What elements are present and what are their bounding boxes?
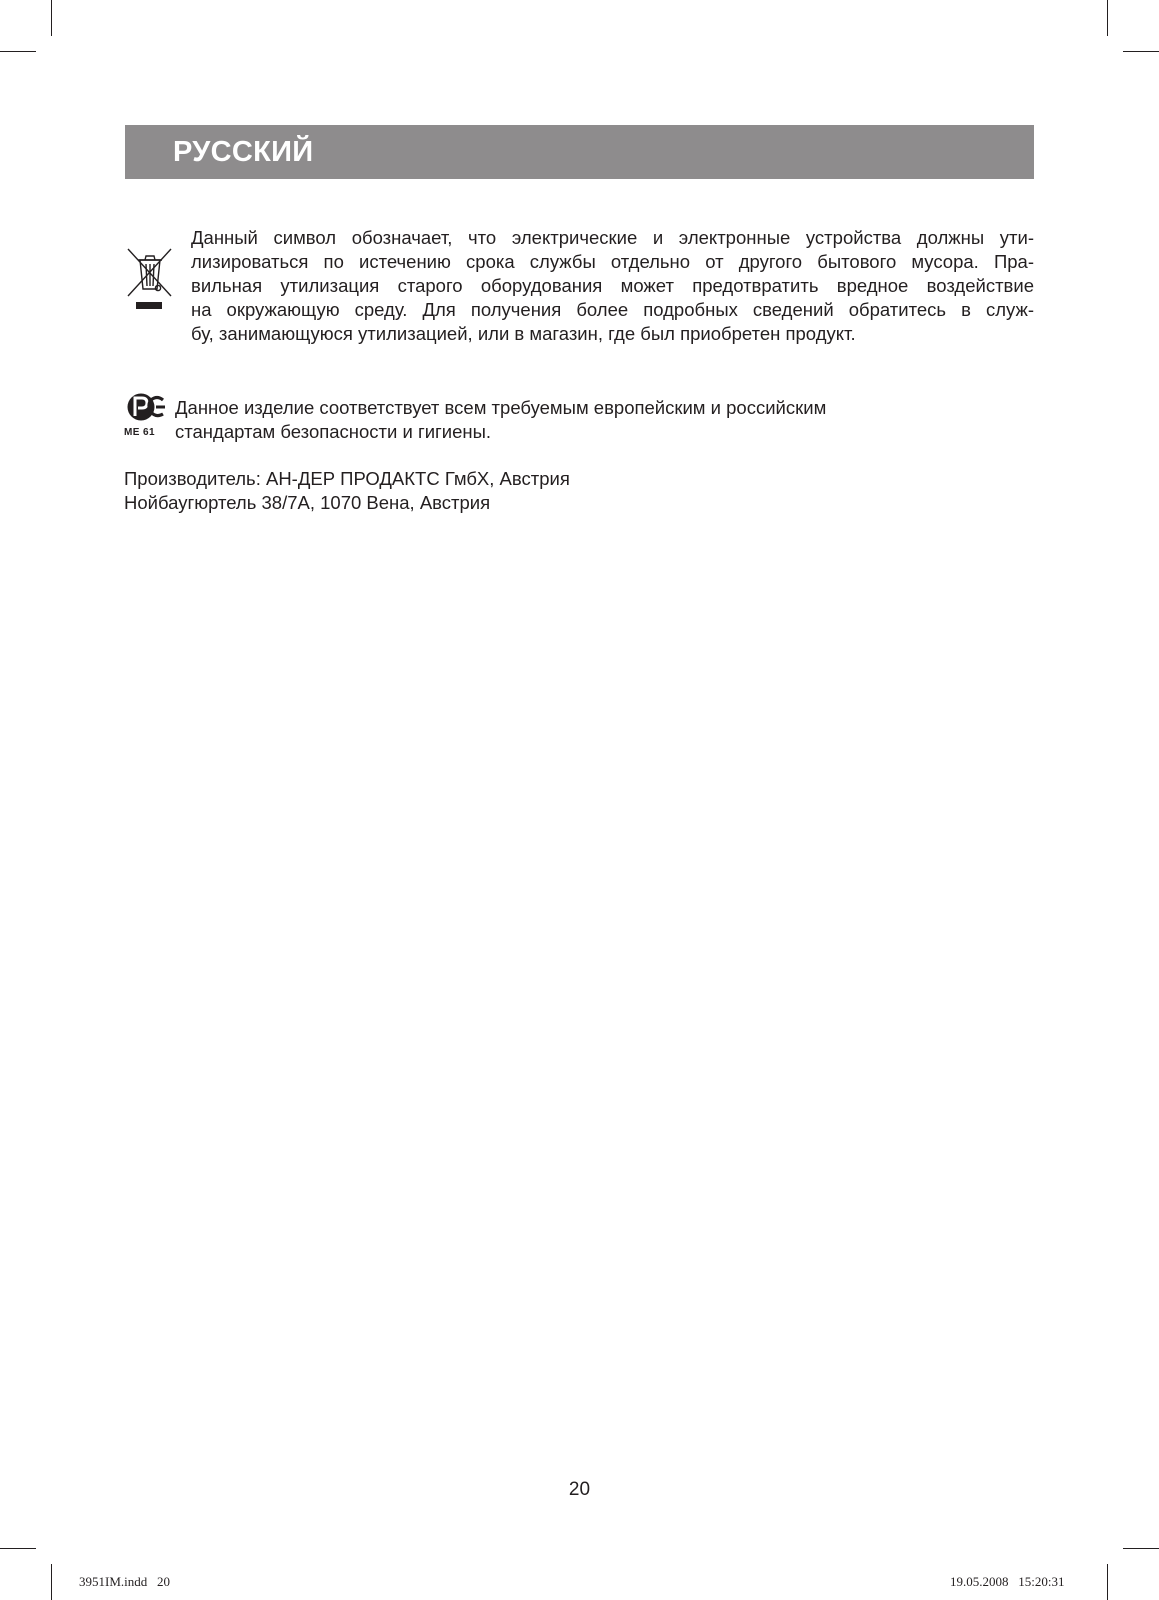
certification-notice <box>175 396 935 444</box>
text-line: лизироваться по истечению срока службы отдельно от другого бытового мусора. Пра- <box>191 251 1034 272</box>
text-line: вильная утилизация старого оборудования может предотвратить вредное воздействие <box>191 275 1034 296</box>
text-line: Данное изделие соответствует всем требуемым европейским и российским <box>175 397 827 418</box>
manufacturer-line: Производитель: АН-ДЕР ПРОДАКТС ГмбХ, Австрия <box>124 468 570 489</box>
crop-mark <box>51 1564 52 1600</box>
crop-mark <box>51 0 52 36</box>
crop-mark <box>1107 0 1108 36</box>
manufacturer-address: Нойбаугюртель 38/7А, 1070 Вена, Австрия <box>124 492 491 513</box>
text-line: бу, занимающуюся утилизацией, или в магазин, где был приобретен продукт. <box>191 323 856 344</box>
crop-mark <box>1123 51 1159 52</box>
page-number: 20 <box>568 1479 591 1500</box>
text-line: на окружающую среду. Для получения более подробных сведений обратитесь в служ- <box>191 299 1034 320</box>
crop-mark <box>0 51 36 52</box>
pct-certification-mark <box>127 392 167 422</box>
text-line: стандартам безопасности и гигиены. <box>175 421 492 442</box>
slug-filename: 3951IM.indd 20 <box>79 1574 170 1589</box>
text-line: Данный символ обозначает, что электрические и электронные устройства должны ути- <box>191 227 1034 248</box>
certification-code: ME 61 <box>124 427 155 438</box>
manufacturer-info <box>124 467 824 515</box>
crossed-out-wheelie-bin-icon <box>125 246 175 312</box>
weee-disposal-notice <box>191 226 1034 346</box>
slug-datetime: 19.05.2008 15:20:31 <box>950 1574 1065 1589</box>
crop-mark <box>1107 1564 1108 1600</box>
crop-mark <box>1123 1548 1159 1549</box>
crop-mark <box>0 1548 36 1549</box>
section-header <box>125 125 1034 179</box>
section-title: РУССКИЙ <box>173 136 314 168</box>
